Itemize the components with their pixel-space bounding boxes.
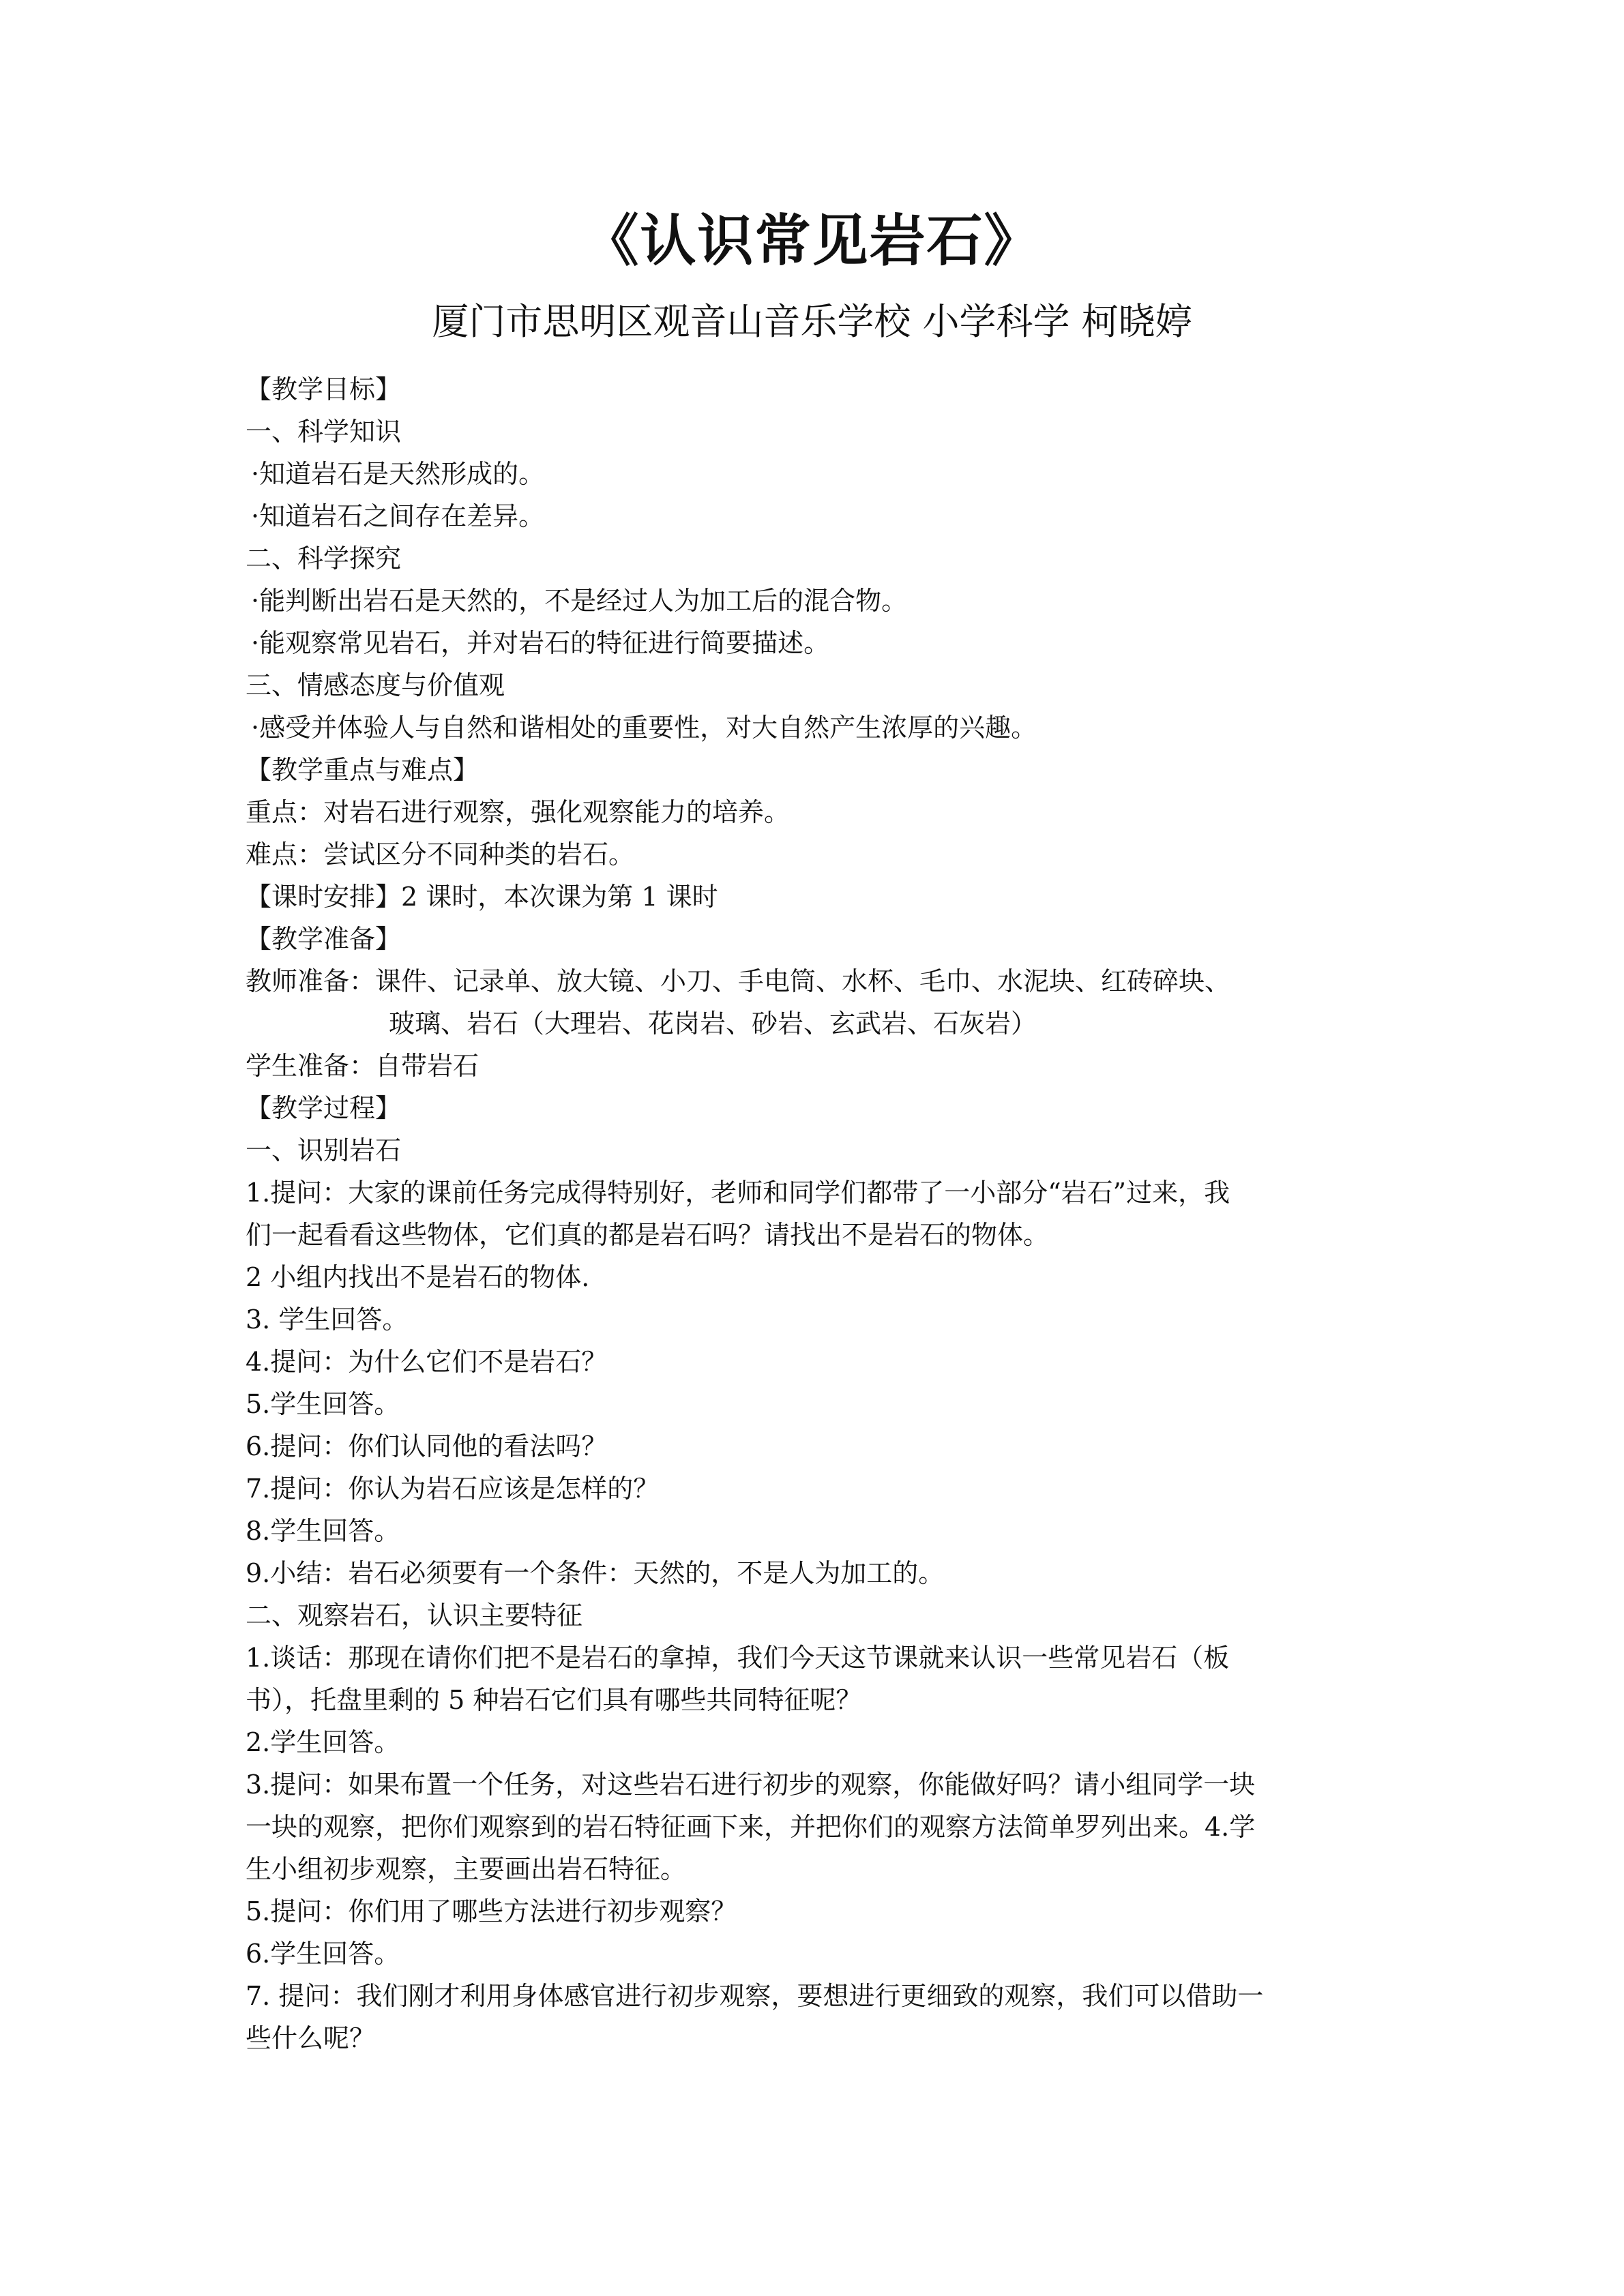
document-subtitle: 厦门市思明区观音山音乐学校 小学科学 柯晓婷 (432, 300, 1192, 343)
paragraph-line: 一块的观察，把你们观察到的岩石特征画下来，并把你们的观察方法简单罗列出来。4.学 (246, 1812, 1256, 1842)
subsection-heading: 二、观察岩石，认识主要特征 (246, 1600, 583, 1630)
paragraph-line: 8.学生回答。 (246, 1516, 400, 1546)
paragraph-line: 书），托盘里剩的 5 种岩石它们具有哪些共同特征呢？ (246, 1685, 862, 1715)
paragraph-line: 4.提问：为什么它们不是岩石？ (246, 1347, 608, 1377)
section-heading: 【教学准备】 (246, 924, 402, 954)
paragraph-line: 1.谈话：那现在请你们把不是岩石的拿掉，我们今天这节课就来认识一些常见岩石（板 (246, 1643, 1230, 1673)
section-heading: 【教学重点与难点】 (246, 755, 479, 785)
document-title: 《认识常见岩石》 (582, 208, 1042, 273)
bullet-item: ·感受并体验人与自然和谐相处的重要性，对大自然产生浓厚的兴趣。 (251, 713, 1037, 743)
bullet-item: ·能判断出岩石是天然的，不是经过人为加工后的混合物。 (251, 586, 908, 616)
paragraph-line: 难点：尝试区分不同种类的岩石。 (246, 839, 635, 869)
subsection-heading: 一、科学知识 (246, 417, 402, 447)
section-heading: 【教学过程】 (246, 1093, 402, 1123)
paragraph-line: 6.学生回答。 (246, 1939, 400, 1969)
paragraph-line: 6.提问：你们认同他的看法吗？ (246, 1431, 608, 1461)
paragraph-line: 重点：对岩石进行观察，强化观察能力的培养。 (246, 797, 791, 827)
section-heading: 【课时安排】2 课时，本次课为第 1 课时 (246, 882, 718, 912)
document-body (246, 368, 1385, 2059)
paragraph-line: 学生准备：自带岩石 (246, 1051, 479, 1081)
bullet-item: ·知道岩石是天然形成的。 (251, 459, 545, 489)
section-heading: 【教学目标】 (246, 374, 402, 404)
paragraph-line: 教师准备：课件、记录单、放大镜、小刀、手电筒、水杯、毛巾、水泥块、红砖碎块、 (246, 966, 1231, 996)
bullet-item: ·知道岩石之间存在差异。 (251, 501, 545, 531)
paragraph-line: 5.提问：你们用了哪些方法进行初步观察？ (246, 1896, 737, 1926)
subsection-heading: 三、情感态度与价值观 (246, 670, 505, 700)
subsection-heading: 一、识别岩石 (246, 1135, 402, 1165)
subsection-heading: 二、科学探究 (246, 543, 402, 573)
paragraph-line: 生小组初步观察，主要画出岩石特征。 (246, 1854, 687, 1884)
bullet-item: ·能观察常见岩石，并对岩石的特征进行简要描述。 (251, 628, 830, 658)
paragraph-line: 些什么呢？ (246, 2023, 376, 2053)
paragraph-line: 2 小组内找出不是岩石的物体. (246, 1262, 590, 1292)
paragraph-line: 3. 学生回答。 (246, 1304, 409, 1335)
paragraph-line: 玻璃、岩石（大理岩、花岗岩、砂岩、玄武岩、石灰岩） (389, 1009, 1037, 1039)
paragraph-line: 5.学生回答。 (246, 1389, 400, 1419)
paragraph-line: 7.提问：你认为岩石应该是怎样的？ (246, 1474, 660, 1504)
paragraph-line: 们一起看看这些物体，它们真的都是岩石吗？请找出不是岩石的物体。 (246, 1220, 1050, 1250)
paragraph-line: 9.小结：岩石必须要有一个条件：天然的，不是人为加工的。 (246, 1558, 945, 1588)
paragraph-line: 7. 提问：我们刚才利用身体感官进行初步观察，要想进行更细致的观察，我们可以借助一 (246, 1981, 1264, 2011)
paragraph-line: 3.提问：如果布置一个任务，对这些岩石进行初步的观察，你能做好吗？请小组同学一块 (246, 1770, 1256, 1800)
paragraph-line: 2.学生回答。 (246, 1727, 400, 1757)
paragraph-line: 1.提问：大家的课前任务完成得特别好，老师和同学们都带了一小部分“岩石”过来，我 (246, 1178, 1230, 1208)
